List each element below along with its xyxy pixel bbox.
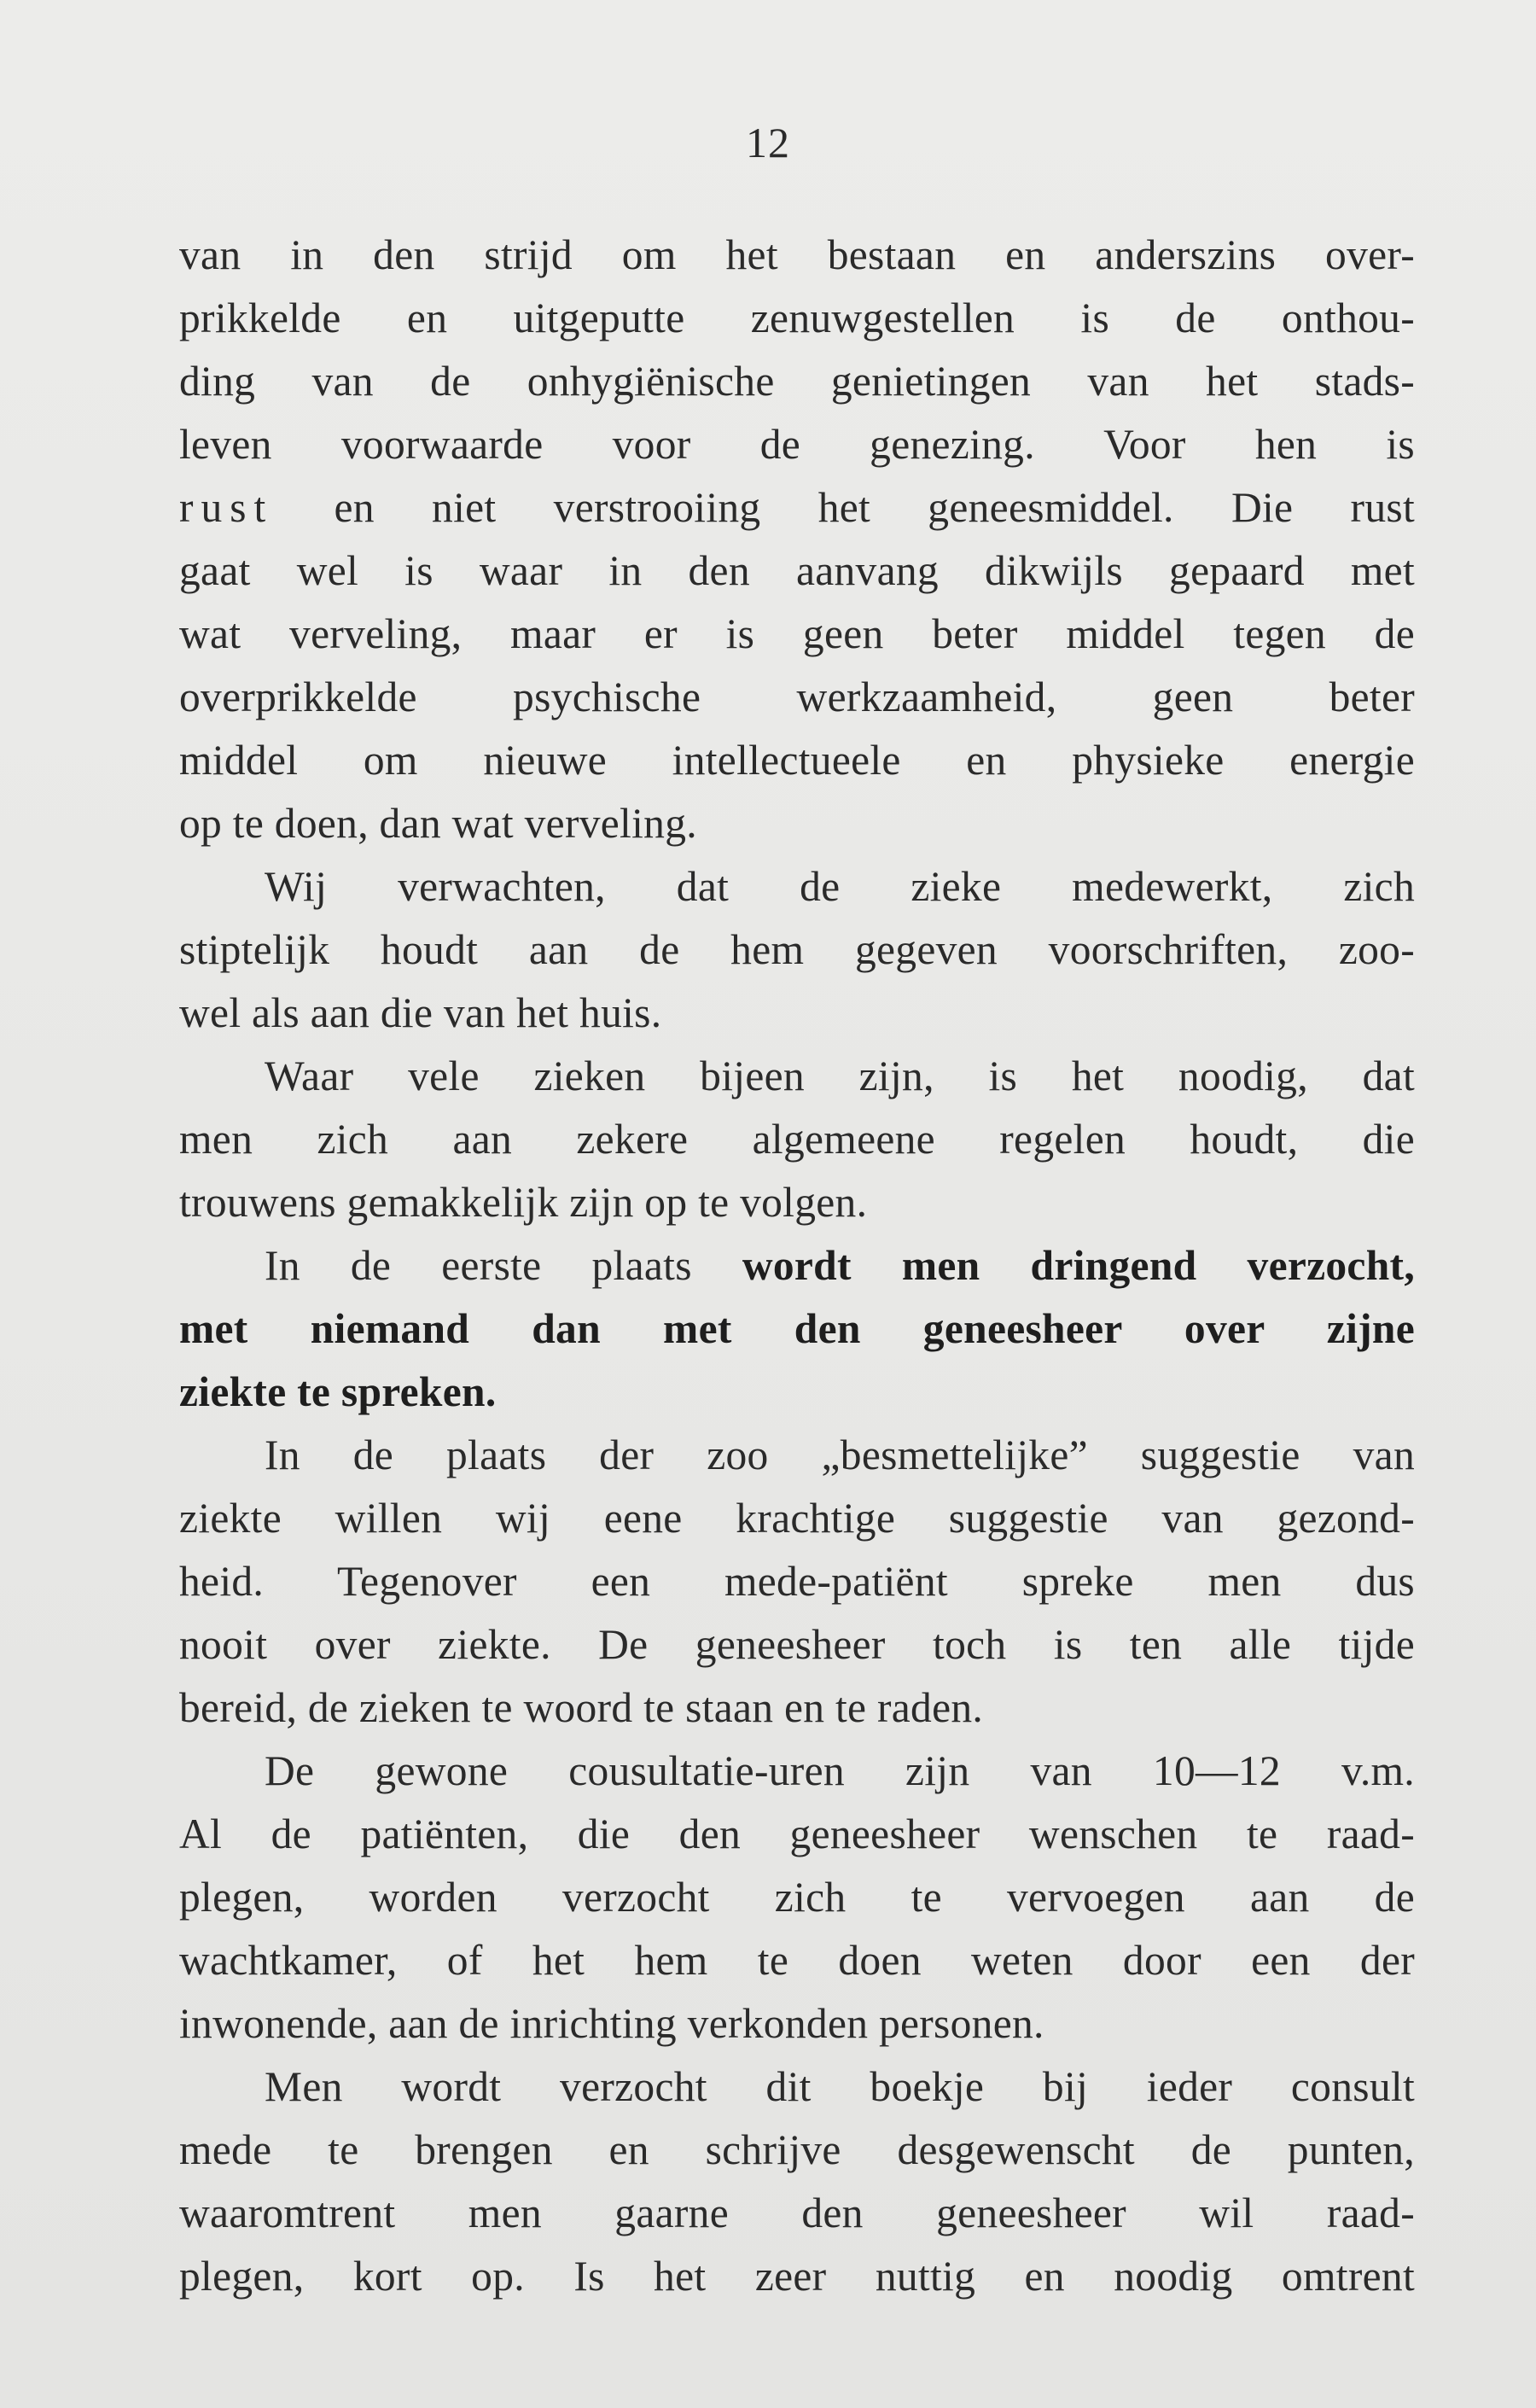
emphasized-word: rust [179, 484, 274, 531]
bold-text: wordt men dringend verzocht, [742, 1242, 1415, 1289]
text-line: Al de patiënten, die den geneesheer wenschen te raad- [179, 1810, 1415, 1857]
text-line: wel als aan die van het huis. [179, 989, 662, 1036]
text-line: Men wordt verzocht dit boekje bij ieder consult [265, 2063, 1415, 2110]
text-line: trouwens gemakkelijk zijn op te volgen. [179, 1179, 868, 1226]
body-text [179, 224, 1415, 2308]
text-line: leven voorwaarde voor de genezing. Voor hen is [179, 421, 1415, 468]
text-line: van in den strijd om het bestaan en anderszins over- [179, 231, 1415, 278]
text-line: ding van de onhygiënische genietingen van het stads- [179, 358, 1415, 405]
text-line: mede te brengen en schrijve desgewenscht de punten, [179, 2126, 1415, 2173]
text-line: Wij verwachten, dat de zieke medewerkt, zich [265, 863, 1415, 910]
text-line: In de plaats der zoo „besmettelijke” suggestie van [265, 1431, 1415, 1478]
text-line: gaat wel is waar in den aanvang dikwijls gepaard met [179, 547, 1415, 594]
text-line: De gewone cousultatie-uren zijn van 10—12 v.m. [265, 1747, 1415, 1794]
text-line: stiptelijk houdt aan de hem gegeven voorschriften, zoo- [179, 926, 1415, 973]
text-line: prikkelde en uitgeputte zenuwgestellen is de onthou- [179, 294, 1415, 341]
text-line: bereid, de zieken te woord te staan en te raden. [179, 1684, 984, 1731]
text-line: op te doen, dan wat verveling. [179, 800, 697, 847]
text-line: met niemand dan met den geneesheer over zijne [179, 1305, 1415, 1352]
text-line: inwonende, aan de inrichting verkonden personen. [179, 2000, 1044, 2047]
text-run: In de eerste plaats [265, 1242, 742, 1289]
text-line: ziekte willen wij eene krachtige suggestie van gezond- [179, 1495, 1415, 1542]
text-line [179, 476, 1415, 539]
text-line [179, 1234, 1415, 1297]
text-line: nooit over ziekte. De geneesheer toch is ten alle tijde [179, 1621, 1415, 1668]
text-line: plegen, worden verzocht zich te vervoegen aan de [179, 1874, 1415, 1921]
text-line: heid. Tegenover een mede-patiënt spreke men dus [179, 1558, 1415, 1605]
text-line: wat verveling, maar er is geen beter middel tegen de [179, 610, 1415, 657]
text-run: en niet verstrooiing het geneesmiddel. Die rust [276, 484, 1415, 531]
text-line: ziekte te spreken. [179, 1368, 497, 1415]
text-line: men zich aan zekere algemeene regelen houdt, die [179, 1116, 1415, 1163]
text-line: Waar vele zieken bijeen zijn, is het noodig, dat [265, 1052, 1415, 1099]
text-line: plegen, kort op. Is het zeer nuttig en noodig omtrent [179, 2253, 1415, 2300]
text-line: waaromtrent men gaarne den geneesheer wil raad- [179, 2189, 1415, 2236]
text-line: middel om nieuwe intellectueele en physieke energie [179, 737, 1415, 784]
text-line: overprikkelde psychische werkzaamheid, geen beter [179, 673, 1415, 720]
text-line: wachtkamer, of het hem te doen weten door een der [179, 1937, 1415, 1984]
page-number: 12 [746, 119, 790, 166]
